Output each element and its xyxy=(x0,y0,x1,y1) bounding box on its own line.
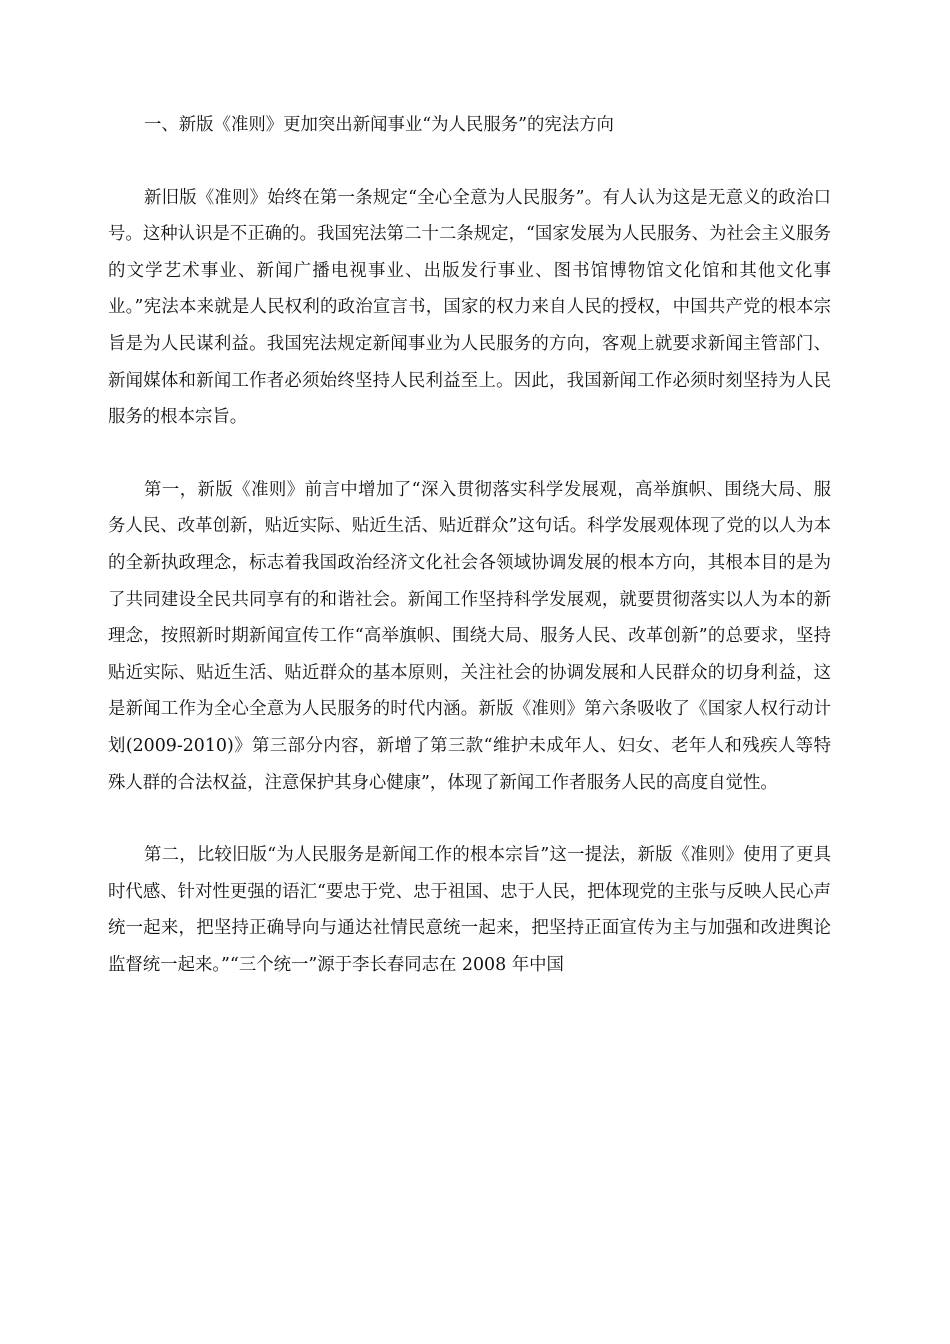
paragraph-3: 第二，比较旧版“为人民服务是新闻工作的根本宗旨”这一提法，新版《准则》使用了更具时代感、针对性更强的语汇“要忠于党、忠于祖国、忠于人民，把体现党的主张与反映人民心声统一起来，把坚持正确导向与通达社情民意统一起来，把坚持正面宣传为主与加强和改进舆论监督统一起来。”“三个统一”源于李长春同志在 2008 年中国 xyxy=(108,845,831,975)
document-body xyxy=(108,107,831,983)
paragraph-2: 第一，新版《准则》前言中增加了“深入贯彻落实科学发展观，高举旗帜、围绕大局、服务人民、改革创新，贴近实际、贴近生活、贴近群众”这句话。科学发展观体现了党的以人为本的全新执政理念，标志着我国政治经济文化社会各领域协调发展的根本方向，其根本目的是为了共同建设全民共同享有的和谐社会。新闻工作坚持科学发展观，就要贯彻落实以人为本的新理念，按照新时期新闻宣传工作“高举旗帜、围绕大局、服务人民、改革创新”的总要求，坚持贴近实际、贴近生活、贴近群众的基本原则，关注社会的协调发展和人民群众的切身利益，这是新闻工作为全心全意为人民服务的时代内涵。新版《准则》第六条吸收了《国家人权行动计划(2009-2010)》第三部分内容，新增了第三款“维护未成年人、妇女、老年人和残疾人等特殊人群的合法权益，注意保护其身心健康”，体现了新闻工作者服务人民的高度自觉性。 xyxy=(108,479,831,793)
section-heading: 一、新版《准则》更加突出新闻事业“为人民服务”的宪法方向 xyxy=(144,115,614,135)
paragraph-1: 新旧版《准则》始终在第一条规定“全心全意为人民服务”。有人认为这是无意义的政治口号。这种认识是不正确的。我国宪法第二十二条规定，“国家发展为人民服务、为社会主义服务的文学艺术事业、新闻广播电视事业、出版发行事业、图书馆博物馆文化馆和其他文化事业。”宪法本来就是人民权利的政治宣言书，国家的权力来自人民的授权，中国共产党的根本宗旨是为人民谋利益。我国宪法规定新闻事业为人民服务的方向，客观上就要求新闻主管部门、新闻媒体和新闻工作者必须始终坚持人民利益至上。因此，我国新闻工作必须时刻坚持为人民服务的根本宗旨。 xyxy=(108,187,831,428)
